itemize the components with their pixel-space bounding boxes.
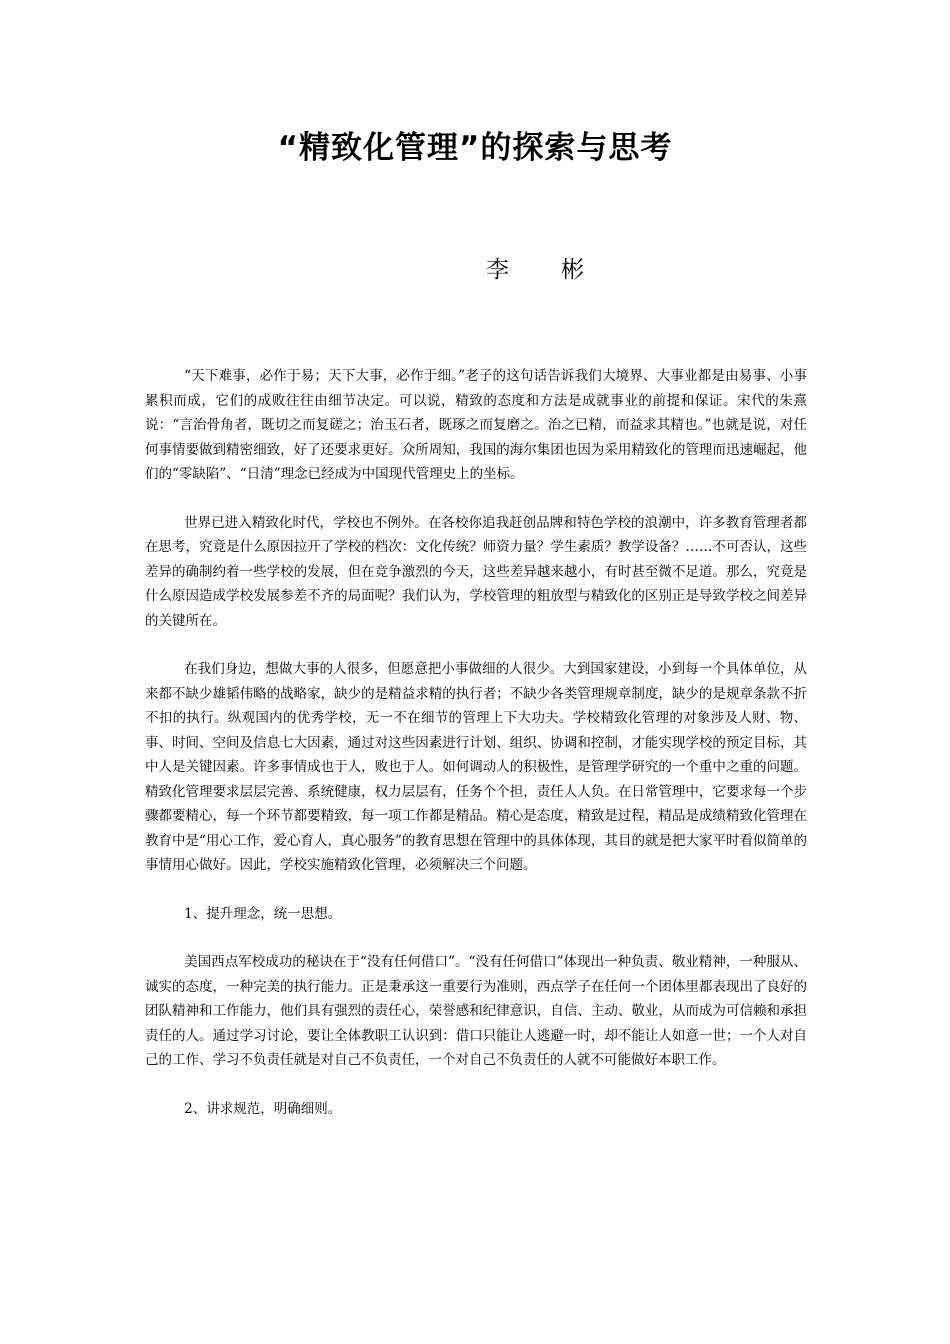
- paragraph-westpoint: 美国西点军校成功的秘诀在于“没有任何借口”。“没有任何借口”体现出一种负责、敬业精神，一种服从、诚实的态度，一种完美的执行能力。正是秉承这一重要行为准则，西点学子在任何一个团体里都表现出了良好的团队精神和工作能力，他们具有强烈的责任心，荣誉感和纪律意识，自信、主动、敬业，从而成为可信赖和承担责任的人。通过学习讨论，要让全体教职工认识到：借口只能让人逃避一时，却不能让人如意一世；一个人对自己的工作、学习不负责任就是对自己不负责任，一个对自己不负责任的人就不可能做好本职工作。: [145, 954, 807, 1068]
- document-title: “精致化管理”的探索与思考: [277, 130, 673, 166]
- paragraph-details: 在我们身边，想做大事的人很多，但愿意把小事做细的人很少。大到国家建设，小到每一个具体单位，从来都不缺少雄韬伟略的战略家，缺少的是精益求精的执行者；不缺少各类管理规章制度，缺少的是规章条款不折不扣的执行。纵观国内的优秀学校，无一不在细节的管理上下大功夫。学校精致化管理的对象涉及人财、物、事、时间、空间及信息七大因素，通过对这些因素进行计划、组织、协调和控制，才能实现学校的预定目标，其中人是关键因素。许多事情成也于人，败也于人。如何调动人的积极性，是管理学研究的一个重中之重的问题。精致化管理要求层层完善、系统健康，权力层层有，任务个个担，责任人人负。在日常管理中，它要求每一个步骤都要精心，每一个环节都要精致，每一项工作都是精品。精心是态度，精致是过程，精品是成绩精致化管理在教育中是“用心工作，爱心育人，真心服务”的教育思想在管理中的具体体现，其目的就是把大家平时看似简单的事情用心做好。因此，学校实施精致化管理，必须解决三个问题。: [145, 661, 807, 873]
- author-name: 李彬: [486, 257, 636, 283]
- paragraph-era: 世界已进入精致化时代，学校也不例外。在各校你追我赶创品牌和特色学校的浪潮中，许多教育管理者都在思考，究竟是什么原因拉开了学校的档次：文化传统？师资力量？学生素质？教学设备？……不可否认，这些差异的确制约着一些学校的发展，但在竞争激烈的今天，这些差异越来越小，有时甚至微不足道。那么，究竟是什么原因造成学校发展参差不齐的局面呢？我们认为，学校管理的粗放型与精致化的区别正是导致学校之间差异的关键所在。: [145, 514, 807, 629]
- section-heading-1: 1、提升理念，统一思想。: [184, 905, 342, 922]
- paragraph-intro: “天下难事，必作于易；天下大事，必作于细。”老子的这句话告诉我们大境界、大事业都是由易事、小事累积而成，它们的成败往往由细节决定。可以说，精致的态度和方法是成就事业的前提和保证。宋代的朱熹说：“言治骨角者，既切之而复磋之；治玉石者，既琢之而复磨之。治之已精，而益求其精也。”也就是说，对任何事情要做到精密细致，好了还要求更好。众所周知，我国的海尔集团也因为采用精致化的管理而迅速崛起，他们的“零缺陷”、“日清”理念已经成为中国现代管理史上的坐标。: [145, 368, 807, 482]
- section-heading-2: 2、讲求规范，明确细则。: [184, 1100, 342, 1117]
- document-body: [145, 364, 807, 1145]
